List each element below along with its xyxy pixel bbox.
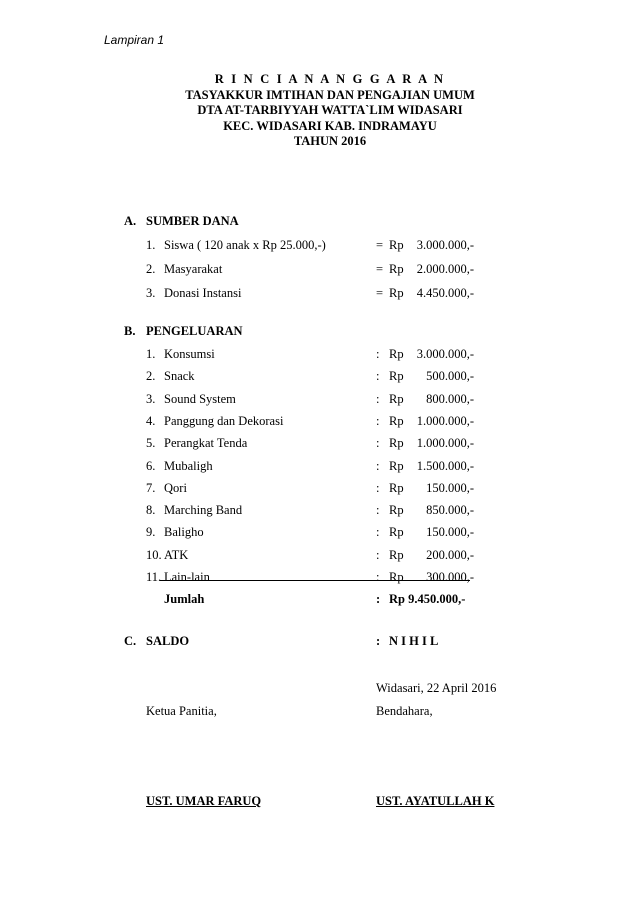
currency-label: Rp — [389, 238, 404, 252]
item-number: 1. — [146, 347, 156, 361]
item-amount: 200.000,- — [426, 547, 474, 562]
line-item-row — [146, 286, 516, 302]
item-amount: 300.000,- — [426, 570, 474, 584]
currency-label: Rp — [389, 286, 404, 300]
currency-label: Rp — [389, 570, 404, 584]
item-amount: 150.000,- — [426, 525, 474, 540]
item-separator: = — [376, 286, 384, 300]
title-line-4: KEC. WIDASARI KAB. INDRAMAYU — [223, 118, 437, 133]
title-line-2: TASYAKKUR IMTIHAN DAN PENGAJIAN UMUM — [185, 87, 475, 102]
item-description: Marching Band — [164, 503, 243, 518]
item-description: Baligho — [164, 525, 204, 540]
currency-label: Rp — [389, 347, 404, 361]
item-description: Panggung dan Dekorasi — [164, 413, 284, 428]
line-item-row — [146, 570, 516, 586]
line-item-row — [146, 369, 516, 385]
item-number: 4. — [146, 413, 156, 428]
left-signer-role: Ketua Panitia, — [146, 704, 217, 718]
total-label: Jumlah — [164, 592, 205, 606]
section-title: PENGELUARAN — [146, 324, 243, 338]
item-description: Donasi Instansi — [164, 286, 242, 300]
item-description: Lain-lain — [164, 570, 210, 584]
line-item-row — [146, 392, 516, 408]
line-item-row — [146, 262, 516, 278]
item-description: Siswa ( 120 anak x Rp 25.000,-) — [164, 238, 326, 252]
item-amount: 3.000.000,- — [416, 238, 474, 252]
item-number: 3. — [146, 391, 156, 406]
item-number: 1. — [146, 238, 156, 252]
currency-label: Rp — [389, 262, 404, 276]
total-row — [146, 592, 516, 608]
item-separator: : — [376, 503, 380, 518]
saldo-row — [146, 634, 516, 650]
item-amount: 800.000,- — [426, 391, 474, 406]
line-item-row — [146, 436, 516, 452]
line-item-row — [146, 548, 516, 564]
item-number: 5. — [146, 436, 156, 451]
section-letter: B. — [124, 324, 136, 338]
section-letter: C. — [124, 634, 137, 648]
item-amount: 2.000.000,- — [416, 262, 474, 276]
section-title: SALDO — [146, 634, 190, 648]
subtotal-underline — [160, 580, 470, 581]
line-item-row — [146, 414, 516, 430]
item-separator: : — [376, 458, 380, 473]
line-item-row — [146, 503, 516, 519]
line-item-row — [146, 525, 516, 541]
line-item-row — [146, 347, 516, 363]
currency-label: Rp — [389, 369, 404, 384]
saldo-separator: : — [376, 634, 381, 648]
currency-label: Rp — [389, 413, 404, 428]
item-number: 2. — [146, 262, 156, 276]
item-amount: 4.450.000,- — [416, 286, 474, 300]
item-description: Perangkat Tenda — [164, 436, 248, 451]
item-separator: : — [376, 436, 380, 451]
left-signer-name: UST. UMAR FARUQ — [146, 794, 262, 808]
document-header — [0, 72, 638, 150]
section-b-heading — [124, 324, 243, 339]
item-separator: : — [376, 525, 380, 540]
item-description: Mubaligh — [164, 458, 213, 473]
item-description: Masyarakat — [164, 262, 223, 276]
item-number: 7. — [146, 480, 156, 495]
item-number: 11. — [146, 570, 162, 584]
item-separator: : — [376, 570, 380, 584]
currency-label: Rp — [389, 503, 404, 518]
title-line-3: DTA AT-TARBIYYAH WATTA`LIM WIDASARI — [197, 103, 463, 117]
item-amount: 850.000,- — [426, 503, 474, 518]
title-line-1: R I N C I A N A N G G A R A N — [214, 72, 446, 86]
item-separator: : — [376, 480, 380, 495]
item-description: Qori — [164, 480, 187, 495]
item-number: 9. — [146, 525, 156, 540]
item-description: Sound System — [164, 391, 236, 406]
item-separator: : — [376, 369, 380, 384]
item-separator: : — [376, 547, 380, 562]
item-separator: : — [376, 413, 380, 428]
item-amount: 1.000.000,- — [416, 413, 474, 428]
currency-label: Rp — [389, 547, 404, 562]
item-amount: 500.000,- — [426, 369, 474, 384]
line-item-row — [146, 459, 516, 475]
title-line-5: TAHUN 2016 — [293, 134, 367, 148]
item-number: 2. — [146, 369, 156, 384]
saldo-value: N I H I L — [389, 634, 439, 648]
item-separator: = — [376, 238, 384, 252]
line-item-row — [146, 238, 516, 254]
item-number: 8. — [146, 503, 156, 518]
place-date: Widasari, 22 April 2016 — [376, 681, 497, 695]
item-amount: 1.000.000,- — [416, 436, 474, 451]
item-separator: : — [376, 347, 380, 361]
item-amount: 3.000.000,- — [416, 347, 474, 361]
item-description: ATK — [164, 547, 189, 562]
right-signer-role: Bendahara, — [376, 704, 433, 718]
currency-label: Rp — [389, 480, 404, 495]
section-a-heading — [124, 214, 239, 229]
item-description: Snack — [164, 369, 195, 384]
item-number: 6. — [146, 458, 156, 473]
currency-label: Rp — [389, 525, 404, 540]
currency-label: Rp — [389, 391, 404, 406]
item-description: Konsumsi — [164, 347, 215, 361]
item-number: 3. — [146, 286, 156, 300]
right-signer-name: UST. AYATULLAH K — [376, 794, 495, 808]
item-amount: 1.500.000,- — [416, 458, 474, 473]
item-separator: : — [376, 391, 380, 406]
total-separator: : — [376, 592, 381, 606]
currency-label: Rp — [389, 436, 404, 451]
item-separator: = — [376, 262, 384, 276]
total-value: Rp 9.450.000,- — [389, 592, 466, 606]
item-number: 10. — [146, 547, 162, 562]
item-amount: 150.000,- — [426, 480, 474, 495]
line-item-row — [146, 481, 516, 497]
currency-label: Rp — [389, 458, 404, 473]
section-letter: A. — [124, 214, 137, 228]
section-title: SUMBER DANA — [146, 214, 239, 228]
lampiran-label: Lampiran 1 — [104, 33, 165, 47]
